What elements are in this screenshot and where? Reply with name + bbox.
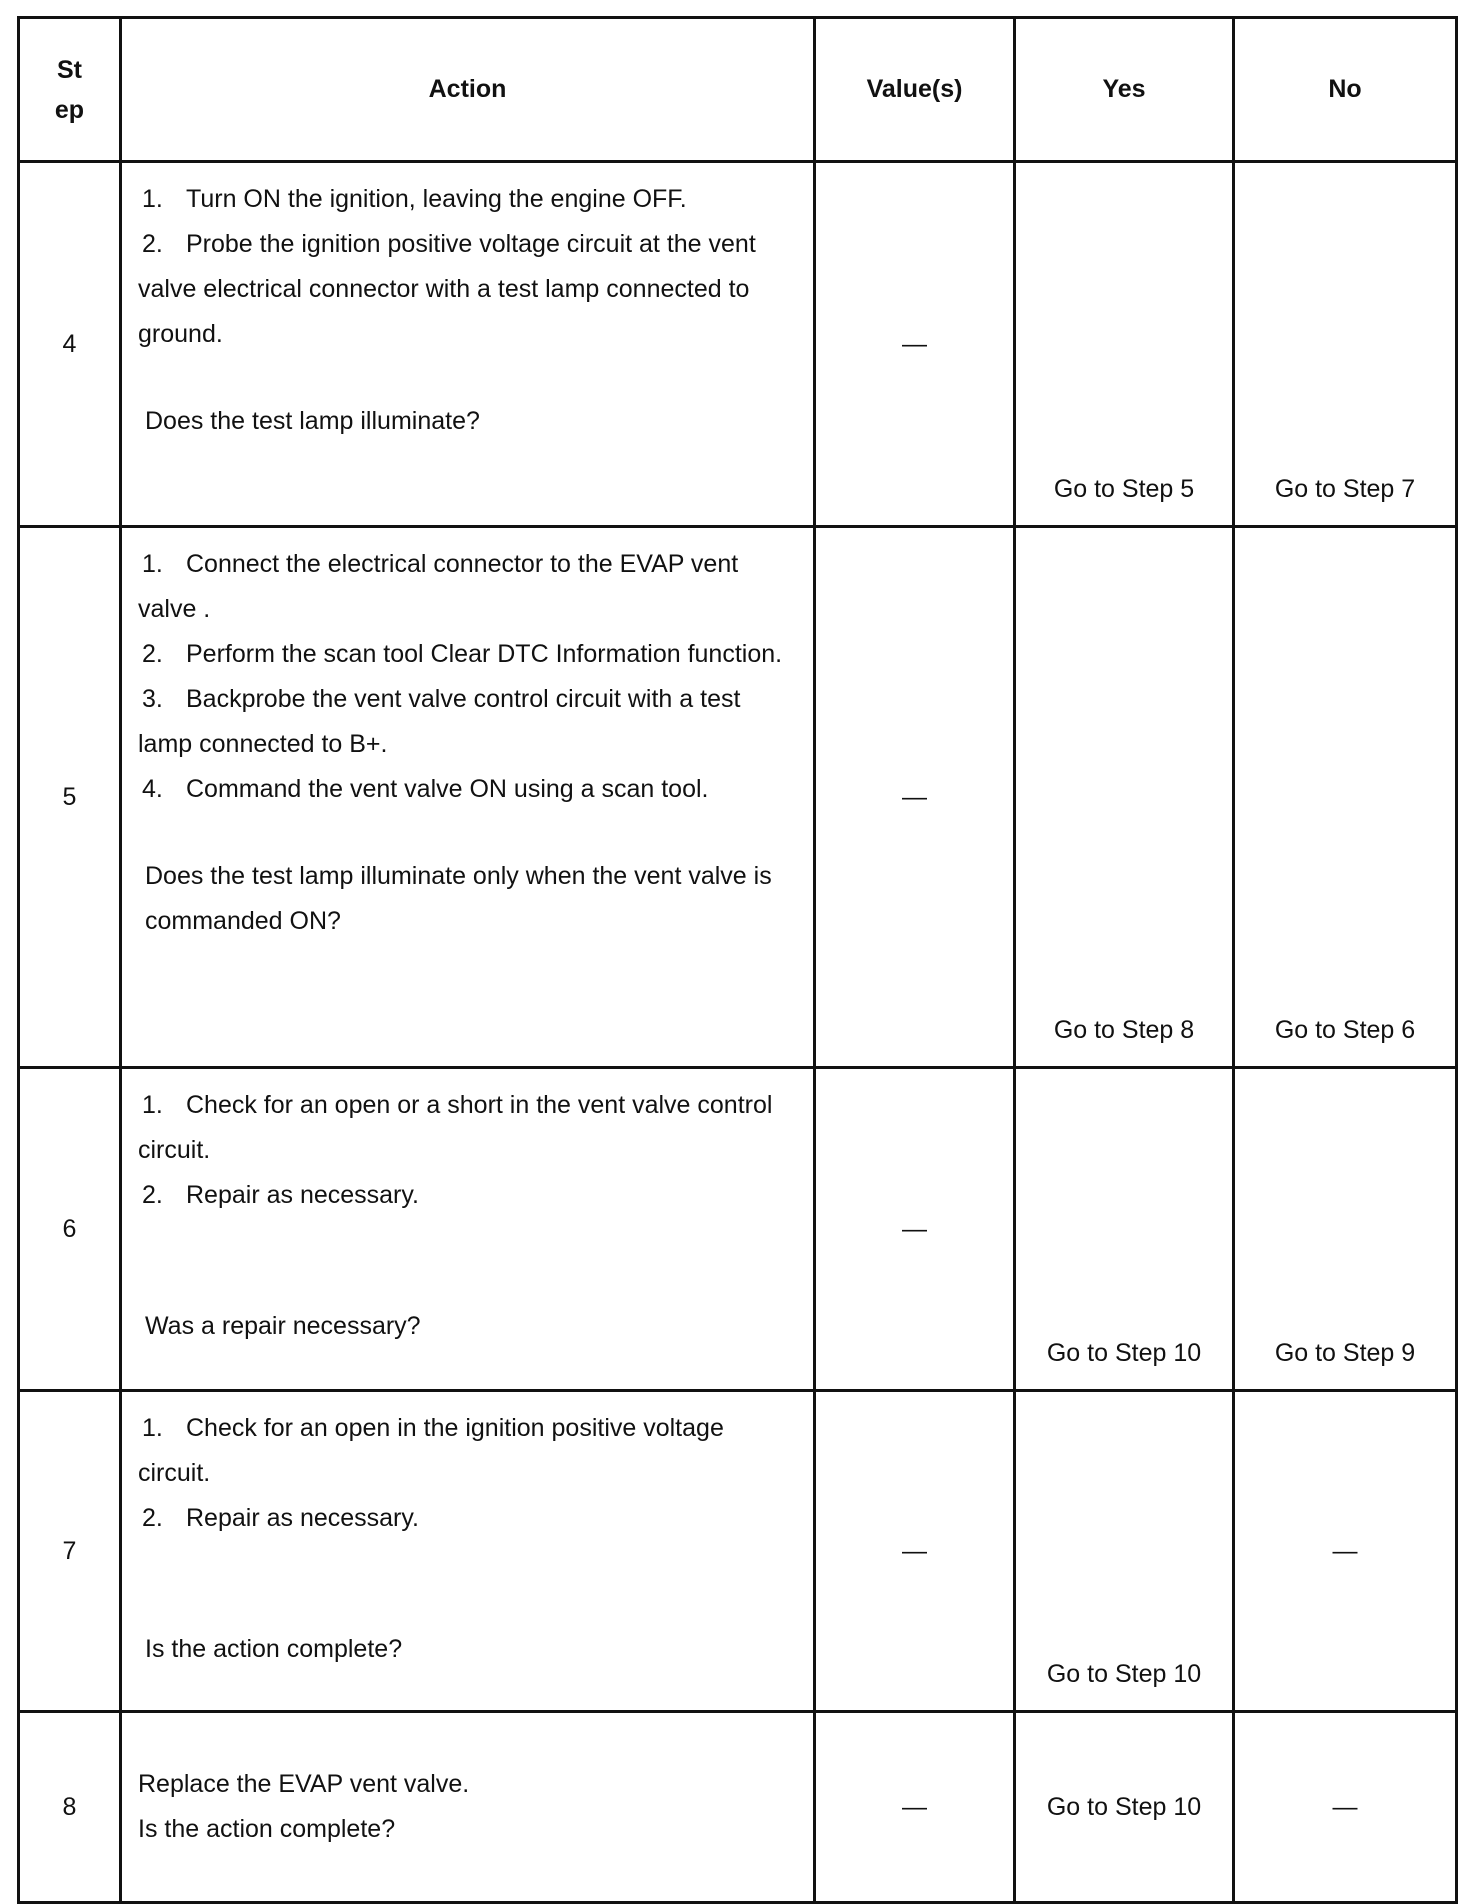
value-cell: — xyxy=(815,527,1015,1068)
action-cell xyxy=(121,162,815,527)
action-question: Is the action complete? xyxy=(145,1635,403,1663)
action-question: Is the action complete? xyxy=(138,1815,396,1843)
header-yes: Yes xyxy=(1015,18,1234,162)
action-cell xyxy=(121,527,815,1068)
yes-cell: Go to Step 5 xyxy=(1015,162,1234,527)
action-item: 2. Repair as necessary. xyxy=(142,1504,419,1532)
no-cell: — xyxy=(1234,1391,1457,1712)
action-cell xyxy=(121,1068,815,1391)
action-item: 1. Check for an open or a short in the vent valve control circuit. xyxy=(138,1091,773,1164)
step-number: 8 xyxy=(19,1712,121,1903)
step-number: 4 xyxy=(19,162,121,527)
table-row xyxy=(19,162,1457,527)
action-item: 2. Perform the scan tool Clear DTC Information function. xyxy=(142,640,783,668)
action-item: 1. Check for an open in the ignition positive voltage circuit. xyxy=(138,1414,724,1487)
action-item: 2. Repair as necessary. xyxy=(142,1181,419,1209)
table-row xyxy=(19,1391,1457,1712)
action-item: 4. Command the vent valve ON using a scan tool. xyxy=(142,775,709,803)
no-cell: Go to Step 6 xyxy=(1234,527,1457,1068)
step-number: 6 xyxy=(19,1068,121,1391)
action-item: 3. Backprobe the vent valve control circuit with a test lamp connected to B+. xyxy=(138,685,741,758)
action-item: 2. Probe the ignition positive voltage circuit at the vent valve electrical connector with a test lamp connected to ground. xyxy=(138,230,756,348)
header-no: No xyxy=(1234,18,1457,162)
header-step: St ep xyxy=(19,18,121,162)
no-cell: Go to Step 7 xyxy=(1234,162,1457,527)
value-cell: — xyxy=(815,1391,1015,1712)
action-question: Does the test lamp illuminate? xyxy=(145,407,480,435)
action-question: Was a repair necessary? xyxy=(145,1312,421,1340)
action-item: 1. Turn ON the ignition, leaving the engine OFF. xyxy=(142,185,687,213)
yes-cell: Go to Step 10 xyxy=(1015,1068,1234,1391)
yes-cell: Go to Step 8 xyxy=(1015,527,1234,1068)
action-cell xyxy=(121,1391,815,1712)
table-row xyxy=(19,1712,1457,1903)
action-cell xyxy=(121,1712,815,1903)
action-item: 1. Connect the electrical connector to the EVAP vent valve . xyxy=(138,550,739,623)
header-values: Value(s) xyxy=(815,18,1015,162)
action-question: Does the test lamp illuminate only when the vent valve is commanded ON? xyxy=(145,862,772,935)
table-row xyxy=(19,527,1457,1068)
value-cell: — xyxy=(815,1712,1015,1903)
yes-cell: Go to Step 10 xyxy=(1015,1391,1234,1712)
no-cell: — xyxy=(1234,1712,1457,1903)
header-action: Action xyxy=(121,18,815,162)
action-item: Replace the EVAP vent valve. xyxy=(138,1770,470,1798)
yes-cell: Go to Step 10 xyxy=(1015,1712,1234,1903)
value-cell: — xyxy=(815,1068,1015,1391)
value-cell: — xyxy=(815,162,1015,527)
header-row xyxy=(19,18,1457,162)
step-number: 7 xyxy=(19,1391,121,1712)
table-row xyxy=(19,1068,1457,1391)
diagnostic-table xyxy=(17,16,1458,1904)
no-cell: Go to Step 9 xyxy=(1234,1068,1457,1391)
step-number: 5 xyxy=(19,527,121,1068)
